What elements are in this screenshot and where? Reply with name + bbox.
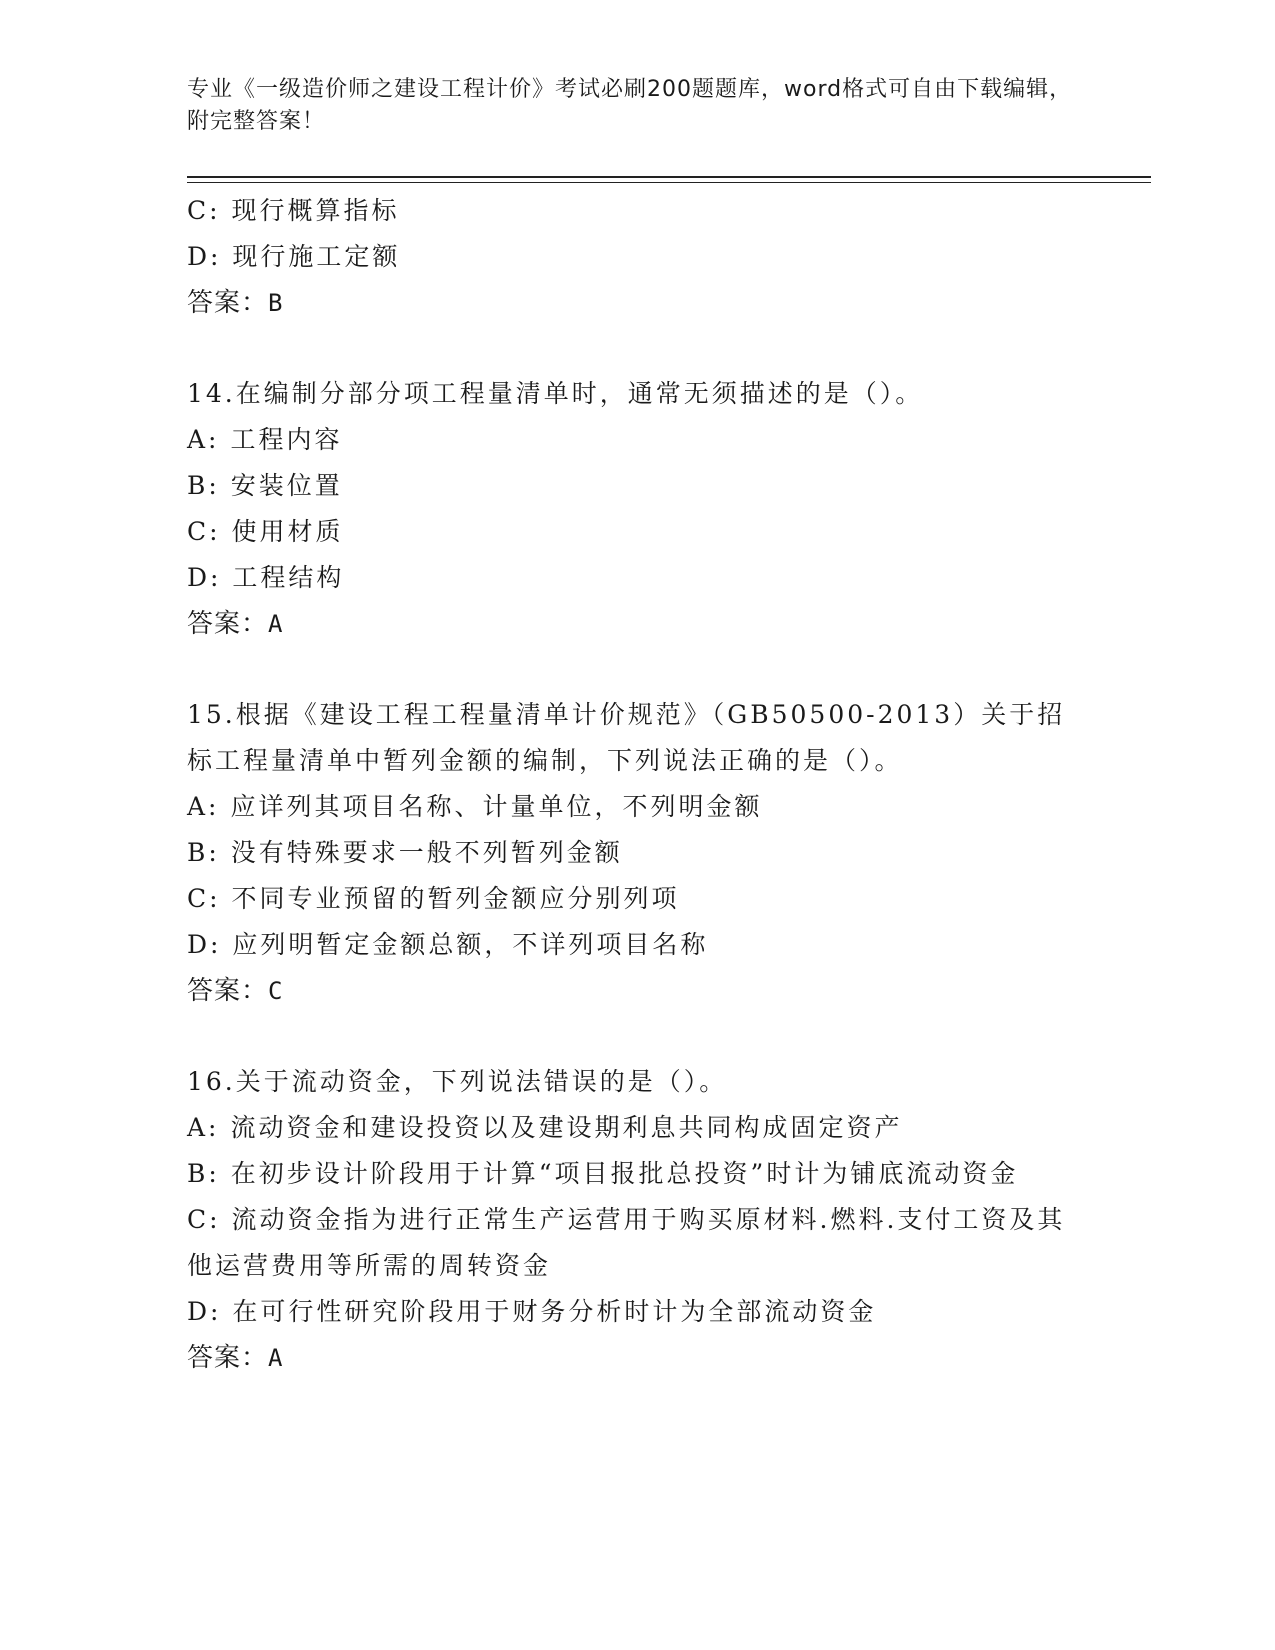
question-title: 16.关于流动资金，下列说法错误的是（）。 (187, 1067, 728, 1096)
answer-line: 答案：B (187, 288, 284, 318)
option-c: C: 不同专业预留的暂列金额应分别列项 (187, 884, 680, 913)
question-15 (187, 692, 1087, 1014)
option-a: A: 工程内容 (187, 425, 343, 454)
option-d: D: 工程结构 (187, 563, 345, 592)
question-content (187, 188, 1087, 1381)
question-16 (187, 1059, 1087, 1381)
answer-line: 答案：A (187, 1343, 284, 1373)
option-b: B: 在初步设计阶段用于计算“项目报批总投资”时计为铺底流动资金 (187, 1159, 1019, 1188)
option-b: B: 没有特殊要求一般不列暂列金额 (187, 838, 623, 867)
option-c: C: 流动资金指为进行正常生产运营用于购买原材料.燃料.支付工资及其他运营费用等所需的周转资金 (187, 1205, 1066, 1280)
previous-question-tail (187, 188, 1087, 326)
answer-line: 答案：A (187, 609, 284, 639)
option-b: B: 安装位置 (187, 471, 343, 500)
header-rule-thick (187, 176, 1151, 178)
question-title: 14.在编制分部分项工程量清单时，通常无须描述的是（）。 (187, 379, 924, 408)
option-c: C: 现行概算指标 (187, 196, 400, 225)
option-d: D: 应列明暂定金额总额，不详列项目名称 (187, 930, 709, 959)
header-rule-thin (187, 182, 1151, 183)
option-a: A: 应详列其项目名称、计量单位，不列明金额 (187, 792, 763, 821)
question-title: 15.根据《建设工程工程量清单计价规范》（GB50500-2013）关于招标工程量清单中暂列金额的编制，下列说法正确的是（）。 (187, 700, 1066, 775)
option-d: D: 现行施工定额 (187, 242, 401, 271)
option-c: C: 使用材质 (187, 517, 344, 546)
option-d: D: 在可行性研究阶段用于财务分析时计为全部流动资金 (187, 1297, 877, 1326)
answer-line: 答案：C (187, 976, 284, 1006)
page-header: 专业《一级造价师之建设工程计价》考试必刷200题题库，word格式可自由下载编辑，附完整答案！ (187, 77, 1073, 134)
option-a: A: 流动资金和建设投资以及建设期利息共同构成固定资产 (187, 1113, 903, 1142)
question-14 (187, 371, 1087, 647)
